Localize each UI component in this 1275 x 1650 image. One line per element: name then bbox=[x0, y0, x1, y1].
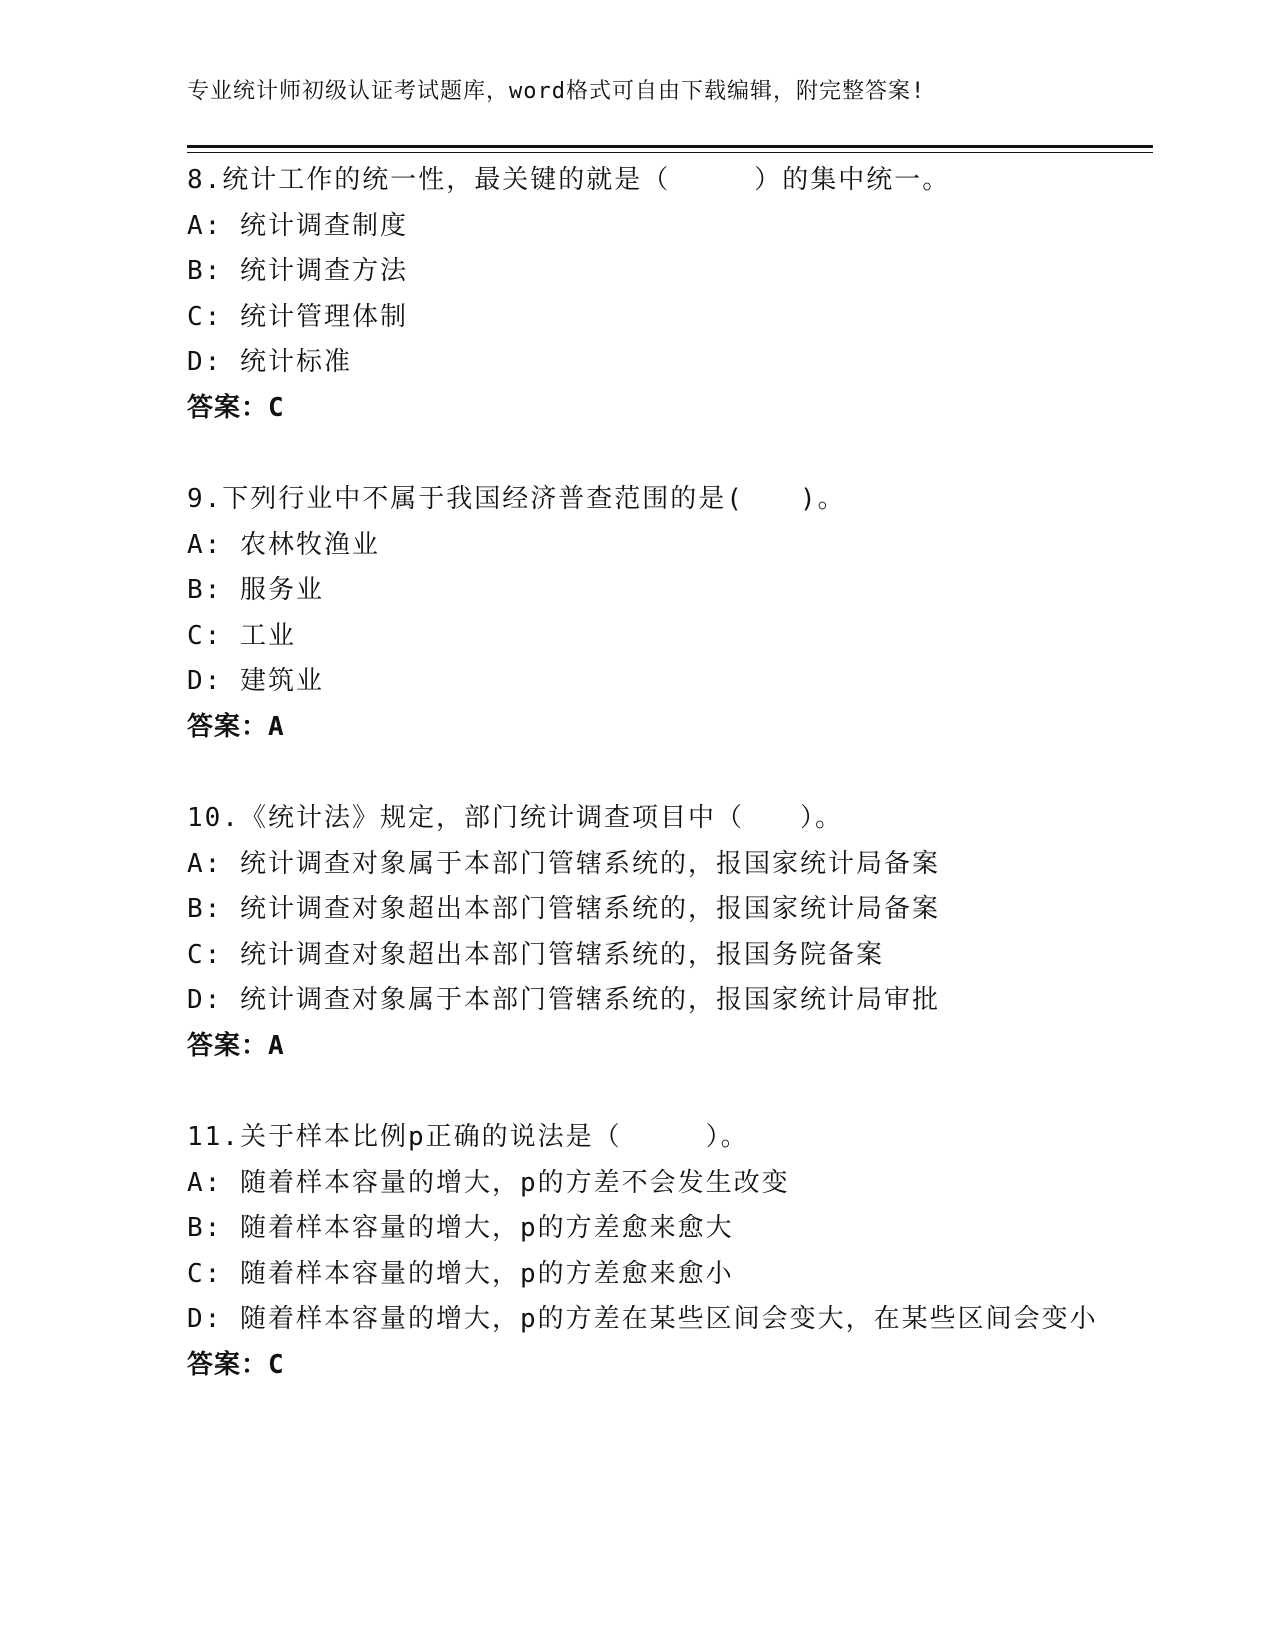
page-header: 专业统计师初级认证考试题库，word格式可自由下载编辑，附完整答案! bbox=[187, 79, 926, 104]
answer: 答案：A bbox=[187, 711, 285, 742]
option-a: A: 随着样本容量的增大，p的方差不会发生改变 bbox=[187, 1167, 790, 1198]
option-c: C: 工业 bbox=[187, 620, 296, 651]
option-b: B: 统计调查对象超出本部门管辖系统的，报国家统计局备案 bbox=[187, 894, 940, 924]
spacer bbox=[187, 431, 1147, 477]
option-d: D: 统计标准 bbox=[187, 347, 352, 377]
spacer bbox=[187, 1069, 1147, 1115]
question-stem: 9.下列行业中不属于我国经济普查范围的是( )。 bbox=[187, 484, 846, 514]
option-b: B: 服务业 bbox=[187, 575, 324, 605]
option-c: C: 随着样本容量的增大，p的方差愈来愈小 bbox=[187, 1258, 734, 1289]
question-11 bbox=[187, 1115, 1147, 1388]
question-stem: 11.关于样本比例p正确的说法是（ ）。 bbox=[187, 1122, 749, 1152]
header-rule-thin bbox=[187, 152, 1153, 153]
option-c: C: 统计管理体制 bbox=[187, 301, 408, 332]
spacer bbox=[187, 750, 1147, 796]
option-d: D: 随着样本容量的增大，p的方差在某些区间会变大，在某些区间会变小 bbox=[187, 1304, 1098, 1334]
answer: 答案：C bbox=[187, 1349, 285, 1380]
option-d: D: 建筑业 bbox=[187, 666, 324, 696]
answer: 答案：A bbox=[187, 1030, 285, 1061]
option-a: A: 统计调查制度 bbox=[187, 210, 408, 241]
answer: 答案：C bbox=[187, 392, 285, 423]
question-list bbox=[187, 158, 1147, 1388]
question-9 bbox=[187, 477, 1147, 750]
question-stem: 8.统计工作的统一性，最关键的就是（ ）的集中统一。 bbox=[187, 165, 951, 195]
option-a: A: 农林牧渔业 bbox=[187, 529, 380, 560]
question-10 bbox=[187, 796, 1147, 1069]
header-rule-thick bbox=[187, 145, 1153, 148]
question-stem: 10.《统计法》规定，部门统计调查项目中（ ）。 bbox=[187, 803, 843, 833]
option-c: C: 统计调查对象超出本部门管辖系统的，报国务院备案 bbox=[187, 939, 884, 970]
option-b: B: 统计调查方法 bbox=[187, 256, 408, 286]
option-d: D: 统计调查对象属于本部门管辖系统的，报国家统计局审批 bbox=[187, 985, 940, 1015]
option-a: A: 统计调查对象属于本部门管辖系统的，报国家统计局备案 bbox=[187, 848, 940, 879]
question-8 bbox=[187, 158, 1147, 431]
option-b: B: 随着样本容量的增大，p的方差愈来愈大 bbox=[187, 1213, 734, 1243]
